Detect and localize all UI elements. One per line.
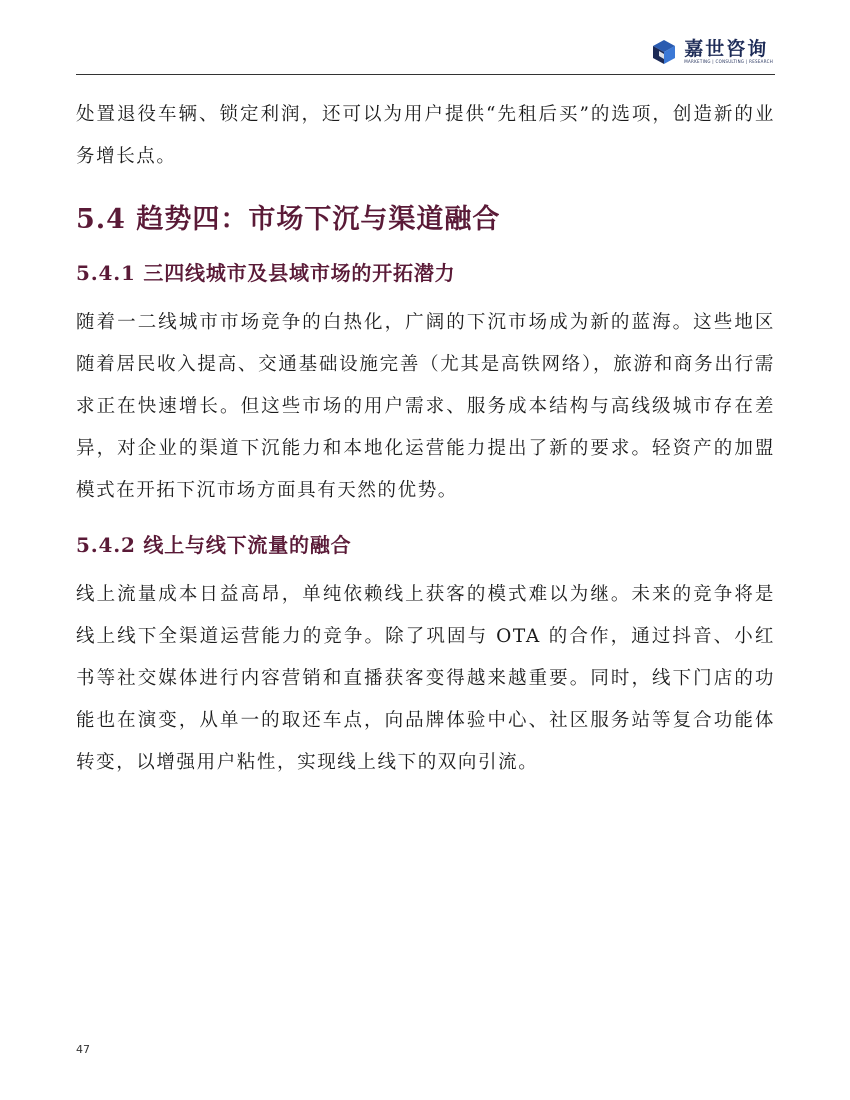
logo-tagline: MARKETING | CONSULTING | RESEARCH	[684, 59, 773, 64]
subsection-1-body: 随着一二线城市市场竞争的白热化，广阔的下沉市场成为新的蓝海。这些地区随着居民收入提高、交通基础设施完善（尤其是高铁网络），旅游和商务出行需求正在快速增长。但这些市场的用户需求、服务成本结构与高线级城市存在差异，对企业的渠道下沉能力和本地化运营能力提出了新的要求。轻资产的加盟模式在开拓下沉市场方面具有天然的优势。	[76, 312, 775, 501]
page-number: 47	[76, 1043, 90, 1056]
subsection-2-body: 线上流量成本日益高昂，单纯依赖线上获客的模式难以为继。未来的竞争将是线上线下全渠道运营能力的竞争。除了巩固与 OTA 的合作，通过抖音、小红书等社交媒体进行内容营销和直播获客变得越来越重要。同时，线下门店的功能也在演变，从单一的取还车点，向品牌体验中心、社区服务站等复合功能体转变，以增强用户粘性，实现线上线下的双向引流。	[76, 584, 775, 773]
intro-paragraph: 处置退役车辆、锁定利润，还可以为用户提供“先租后买”的选项，创造新的业务增长点。	[76, 104, 775, 167]
page-header	[76, 28, 775, 75]
section-title: 5.4 趋势四：市场下沉与渠道融合	[76, 204, 501, 235]
logo-name: 嘉世咨询	[684, 38, 769, 60]
subsection-1-title: 5.4.1 三四线城市及县域市场的开拓潜力	[76, 261, 456, 285]
logo-cube-icon	[650, 38, 678, 66]
company-logo	[650, 36, 773, 68]
subsection-2-title: 5.4.2 线上与线下流量的融合	[76, 533, 352, 557]
page-content	[76, 94, 775, 784]
